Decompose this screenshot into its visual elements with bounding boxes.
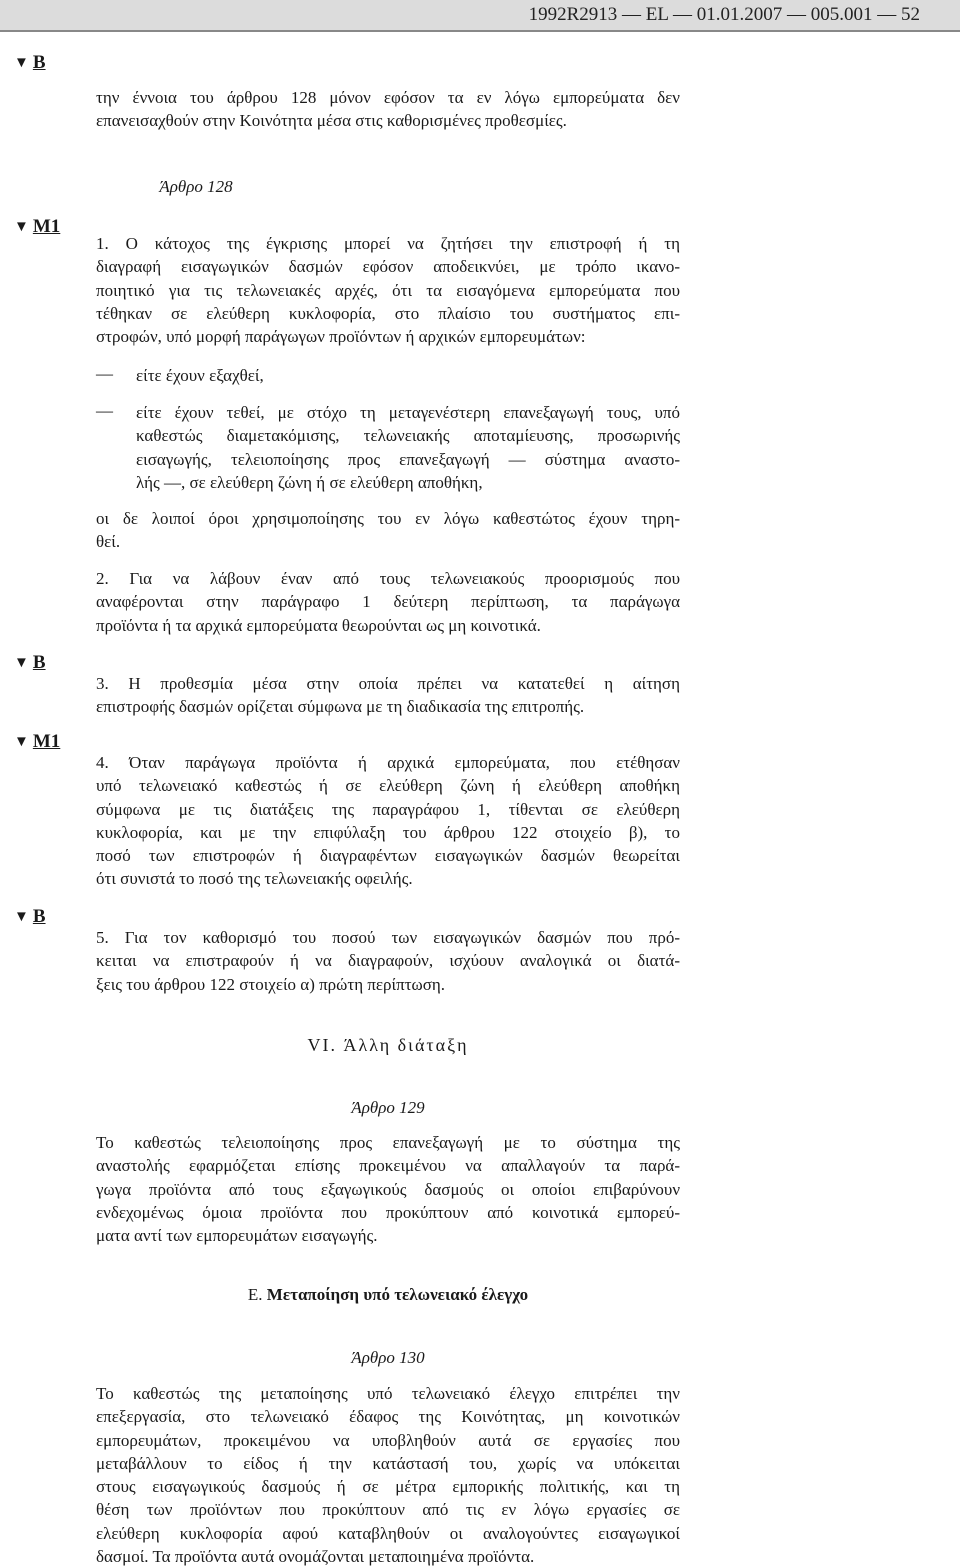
text-line: λής —, σε ελεύθερη ζώνη ή σε ελεύθερη αποθήκη, <box>136 472 483 492</box>
text-line: είτε έχουν τεθεί, με στόχο τη μεταγενέστερη επανεξαγωγή τους, υπό <box>136 403 680 422</box>
dash-marker: — <box>96 401 113 420</box>
section-title: Μεταποίηση υπό τελωνειακό έλεγχο <box>266 1285 529 1304</box>
text-line: στροφών, υπό μορφή παράγωγων προϊόντων ή αρχικών εμπορευμάτων: <box>96 327 586 347</box>
text-line: διαγραφή εισαγωγικών δασμών εφόσον αποδεικνύει, με τρόπο ικανο- <box>96 257 680 277</box>
section-vi-heading: VI. Άλλη διάταξη <box>307 1035 469 1055</box>
triangle-down-icon: ▼ <box>14 654 29 671</box>
text-line: επανεισαχθούν στην Κοινότητα μέσα στις καθορισμένες προθεσμίες. <box>96 111 567 131</box>
text-line: καθεστώς διαμετακόμισης, τελωνειακής αποταμίευσης, προσωρινής <box>136 426 680 446</box>
triangle-down-icon: ▼ <box>14 733 29 750</box>
section-e-heading <box>96 1285 680 1305</box>
text-line: δασμοί. Τα προϊόντα αυτά ονομάζονται μεταποιημένα προϊόντα. <box>96 1547 535 1567</box>
text-line: την έννοια του άρθρου 128 μόνον εφόσον τα εν λόγω εμπορεύματα δεν <box>96 88 680 107</box>
text-line: κυκλοφορία, και με την επιφύλαξη του άρθρου 122 στοιχείο β), το <box>96 822 680 842</box>
art128-paragraph-5 <box>96 926 680 996</box>
text-line: 3. Η προθεσμία μέσα στην οποία πρέπει να κατατεθεί η αίτηση <box>96 674 680 693</box>
text-line: οι δε λοιποί όροι χρησιμοποίησης του εν λόγω καθεστώτος έχουν τηρη- <box>96 509 680 528</box>
text-line: ελεύθερη κυκλοφορία αφού καταβληθούν οι αναλογούντες εισαγωγικοί <box>96 1523 680 1543</box>
header-reference: 1992R2913 — EL — 01.01.2007 — 005.001 — 52 <box>528 4 920 25</box>
text-line: επιστροφής δασμών ορίζεται σύμφωνα με τη διαδικασία της επιτροπής. <box>96 697 585 717</box>
triangle-down-icon: ▼ <box>14 218 29 235</box>
art128-dash-item-1 <box>136 364 680 387</box>
text-line: 2. Για να λάβουν έναν από τους τελωνειακούς προορισμούς που <box>96 569 680 588</box>
section-letter: Ε. <box>247 1285 263 1304</box>
text-line: ενδεχομένως όμοια προϊόντα που προκύπτουν από κοινοτικά εμπορεύ- <box>96 1202 680 1222</box>
page-header <box>0 0 960 32</box>
intro-paragraph <box>96 86 680 133</box>
triangle-down-icon: ▼ <box>14 908 29 925</box>
text-line: είτε έχουν εξαχθεί, <box>136 366 264 385</box>
marker-m1-1[interactable] <box>14 216 60 238</box>
text-line: ξεις του άρθρου 122 στοιχείο α) πρώτη περίπτωση. <box>96 974 446 994</box>
text-line: προϊόντα ή τα αρχικά εμπορεύματα θεωρούνται ως μη κοινοτικά. <box>96 615 541 635</box>
article-129-title: Άρθρο 129 <box>351 1098 425 1117</box>
art128-paragraph-1 <box>96 232 680 348</box>
text-line: αναφέρονται στην παράγραφο 1 δεύτερη περίπτωση, τα παράγωγα <box>96 592 680 612</box>
text-line: Το καθεστώς της μεταποίησης υπό τελωνειακό έλεγχο επιτρέπει την <box>96 1384 680 1403</box>
marker-label: B <box>32 652 46 673</box>
text-line: αναστολής εφαρμόζεται επίσης προκειμένου να απαλλαγούν τα παρά- <box>96 1156 680 1176</box>
text-line: 1. Ο κάτοχος της έγκρισης μπορεί να ζητήσει την επιστροφή ή τη <box>96 234 680 253</box>
text-line: στους εισαγωγικούς δασμούς ή σε μέτρα εμπορικής πολιτικής, και τη <box>96 1477 680 1497</box>
art128-dash-item-2 <box>136 401 680 494</box>
marker-m1-2[interactable] <box>14 731 60 753</box>
art130-paragraph <box>96 1382 680 1568</box>
text-line: τέθηκαν σε ελεύθερη κυκλοφορία, στο πλαίσιο του συστήματος επι- <box>96 303 680 323</box>
text-line: 4. Όταν παράγωγα προϊόντα ή αρχικά εμπορεύματα, που ετέθησαν <box>96 753 680 772</box>
text-line: ποιητικό για τις τελωνειακές αρχές, ότι τα εισαγόμενα εμπορεύματα που <box>96 280 680 300</box>
text-line: επεξεργασία, στο τελωνειακό έδαφος της Κοινότητας, μη κοινοτικών <box>96 1407 680 1427</box>
marker-label: M1 <box>32 731 61 752</box>
art128-paragraph-3 <box>96 672 680 719</box>
text-line: υπό τελωνειακό καθεστώς ή σε ελεύθερη ζώνη ή ελεύθερη αποθήκη <box>96 776 680 796</box>
marker-label: M1 <box>32 216 61 237</box>
article-128-title: Άρθρο 128 <box>159 177 233 196</box>
text-line: κειται να επιστραφούν ή να διαγραφούν, ισχύουν αναλογικά οι διατά- <box>96 951 680 971</box>
text-line: Το καθεστώς τελειοποίησης προς επανεξαγωγή με το σύστημα της <box>96 1133 680 1152</box>
text-line: 5. Για τον καθορισμό του ποσού των εισαγωγικών δασμών που πρό- <box>96 928 680 947</box>
text-line: γωγα προϊόντα από τους εξαγωγικούς δασμούς οι οποίοι επιβαρύνουν <box>96 1179 680 1199</box>
art128-paragraph-4 <box>96 751 680 891</box>
art129-paragraph <box>96 1131 680 1247</box>
text-line: σύμφωνα με τις διατάξεις της παραγράφου 1, τίθενται σε ελεύθερη <box>96 799 680 819</box>
marker-label: B <box>32 52 46 73</box>
marker-b-1[interactable] <box>14 52 46 74</box>
text-line: εισαγωγής, τελειοποίησης προς επανεξαγωγή — σύστημα αναστο- <box>136 449 680 469</box>
marker-label: B <box>32 906 46 927</box>
text-line: εμπορευμάτων, προκειμένου να υποβληθούν αυτά σε εργασίες που <box>96 1430 680 1450</box>
article-130-title: Άρθρο 130 <box>351 1348 425 1367</box>
text-line: ποσό των επιστροφών ή διαγραφέντων εισαγωγικών δασμών θεωρείται <box>96 846 680 866</box>
dash-marker: — <box>96 364 113 383</box>
text-line: θέση των προϊόντων που προκύπτουν από τις εν λόγω εργασίες σε <box>96 1500 680 1520</box>
text-line: θεί. <box>96 532 121 552</box>
text-line: ότι συνιστά το ποσό της τελωνειακής οφειλής. <box>96 869 413 889</box>
marker-b-3[interactable] <box>14 906 46 928</box>
text-line: ματα αντί των εμπορευμάτων εισαγωγής. <box>96 1226 378 1246</box>
marker-b-2[interactable] <box>14 652 46 674</box>
art128-paragraph-2 <box>96 567 680 637</box>
text-line: μεταβάλλουν το είδος ή την κατάστασή του, χωρίς να υπόκειται <box>96 1453 680 1473</box>
art128-tail <box>96 507 680 554</box>
triangle-down-icon: ▼ <box>14 54 29 71</box>
